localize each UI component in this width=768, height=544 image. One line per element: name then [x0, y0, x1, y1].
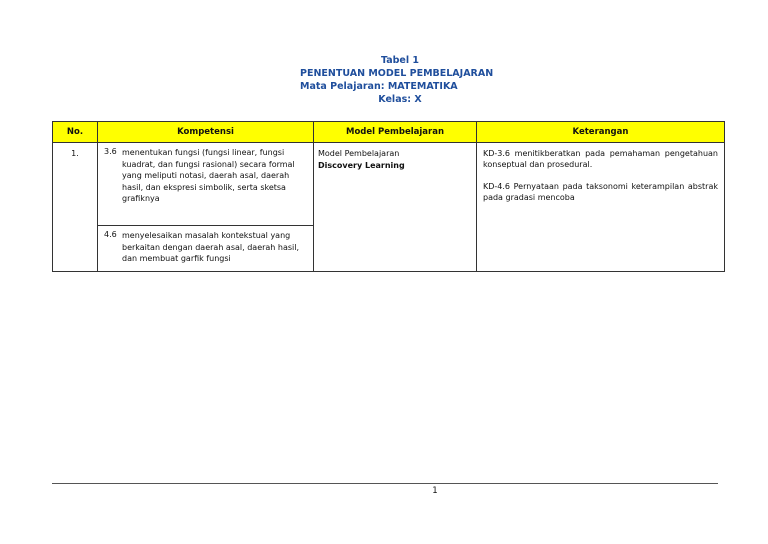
keterangan-note: KD-3.6 menitikberatkan pada pemahaman pengetahuan konseptual dan prosedural. [483, 149, 718, 169]
table-header-row [53, 122, 725, 143]
class-label: Kelas: X [378, 94, 422, 105]
model-cell [314, 143, 477, 272]
footer-divider [52, 483, 718, 484]
kd-code: 4.6 [104, 230, 117, 239]
keterangan-note: KD-4.6 Pernyataan pada taksonomi keterampilan abstrak pada gradasi mencoba [483, 182, 718, 202]
model-value: Discovery Learning [318, 161, 405, 170]
header-no: No. [53, 122, 98, 143]
header-model: Model Pembelajaran [314, 122, 477, 143]
model-label: Model Pembelajaran [318, 149, 400, 158]
subject-label: Mata Pelajaran: MATEMATIKA [300, 81, 458, 92]
table-row [53, 143, 725, 226]
document-title [300, 54, 500, 106]
page-number: 1 [432, 486, 438, 496]
keterangan-cell [477, 143, 725, 272]
kompetensi-cell-3-6 [98, 143, 314, 226]
header-kompetensi: Kompetensi [98, 122, 314, 143]
header-keterangan: Keterangan [477, 122, 725, 143]
title-heading: PENENTUAN MODEL PEMBELAJARAN [300, 68, 494, 79]
row-number: 1. [53, 143, 98, 272]
table-caption: Tabel 1 [380, 55, 420, 66]
kd-text: menyelesaikan masalah kontekstual yang berkaitan dengan daerah asal, daerah hasil, dan membuat garfik fungsi [122, 231, 300, 263]
kd-text: menentukan fungsi (fungsi linear, fungsi kuadrat, dan fungsi rasional) secara formal yang meliputi notasi, daerah asal, daerah hasil, dan ekspresi simbolik, serta sketsa grafiknya [122, 148, 295, 203]
kompetensi-cell-4-6 [98, 226, 314, 272]
learning-model-table [52, 121, 725, 272]
kd-code: 3.6 [104, 147, 117, 156]
